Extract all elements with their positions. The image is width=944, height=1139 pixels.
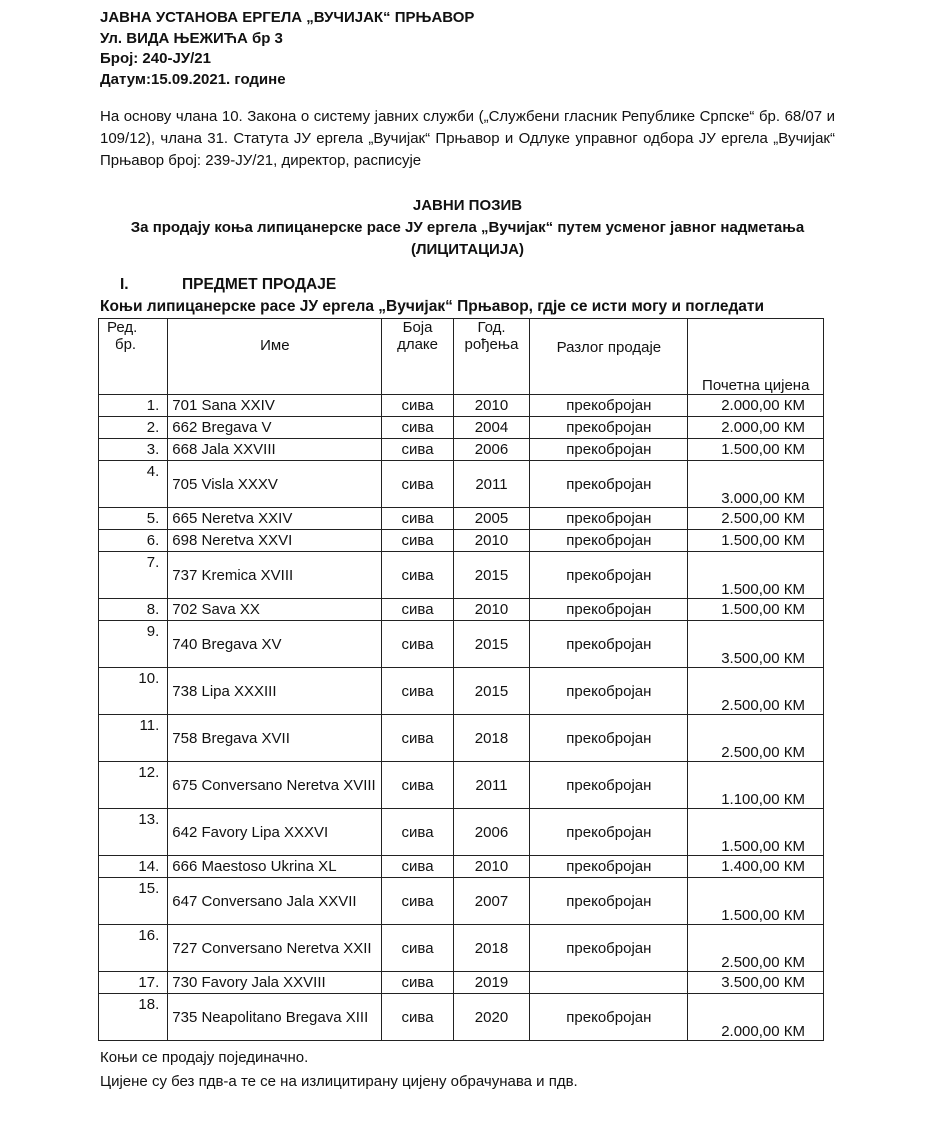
sale-reason: прекобројан bbox=[530, 439, 688, 461]
row-number: 3. bbox=[99, 439, 168, 461]
table-row bbox=[99, 439, 824, 461]
coat-color: сива bbox=[382, 530, 453, 552]
starting-price: 1.400,00 КМ bbox=[688, 856, 824, 878]
horse-name: 705 Visla XXXV bbox=[168, 461, 382, 508]
row-number: 13. bbox=[99, 809, 168, 856]
row-number: 2. bbox=[99, 417, 168, 439]
starting-price: 2.000,00 КМ bbox=[688, 994, 824, 1041]
document-date: Датум:15.09.2021. године bbox=[100, 70, 286, 88]
birth-year: 2010 bbox=[453, 856, 530, 878]
coat-color: сива bbox=[382, 715, 453, 762]
header-number-line2: бр. bbox=[115, 336, 137, 353]
header-name: Име bbox=[168, 319, 382, 395]
row-number: 9. bbox=[99, 621, 168, 668]
horse-name: 665 Neretva XXIV bbox=[168, 508, 382, 530]
birth-year: 2011 bbox=[453, 461, 530, 508]
horses-table bbox=[98, 318, 824, 1041]
sale-reason: прекобројан bbox=[530, 762, 688, 809]
table-header-row bbox=[99, 319, 824, 395]
horse-name: 758 Bregava XVII bbox=[168, 715, 382, 762]
starting-price: 2.500,00 КМ bbox=[688, 668, 824, 715]
header-year-line2: рођења bbox=[464, 336, 519, 353]
sale-reason: прекобројан bbox=[530, 395, 688, 417]
birth-year: 2010 bbox=[453, 395, 530, 417]
horse-name: 666 Maestoso Ukrina XL bbox=[168, 856, 382, 878]
coat-color: сива bbox=[382, 395, 453, 417]
table-row bbox=[99, 508, 824, 530]
coat-color: сива bbox=[382, 994, 453, 1041]
horse-name: 647 Conversano Jala XXVII bbox=[168, 878, 382, 925]
sale-reason: прекобројан bbox=[530, 599, 688, 621]
sale-reason: прекобројан bbox=[530, 621, 688, 668]
header-color bbox=[382, 319, 453, 395]
birth-year: 2015 bbox=[453, 621, 530, 668]
intro-paragraph: На основу члана 10. Закона о систему јавних служби („Службени гласник Републике Српске“ бр. 68/07 и 109/12), члана 31. Статута ЈУ ергела „Вучијак“ Прњавор и Одлуке управног одбора ЈУ ергела „Вучијак“ Прњавор број: 239-ЈУ/21, директор, расписује bbox=[100, 108, 835, 169]
sale-reason: прекобројан bbox=[530, 530, 688, 552]
document-subtitle-auction: (ЛИЦИТАЦИЈА) bbox=[411, 241, 524, 258]
horse-name: 642 Favory Lipa XXXVI bbox=[168, 809, 382, 856]
starting-price: 1.500,00 КМ bbox=[688, 878, 824, 925]
starting-price: 3.500,00 КМ bbox=[688, 621, 824, 668]
header-color-line1: Боја bbox=[402, 319, 433, 336]
sale-reason bbox=[530, 972, 688, 994]
birth-year: 2006 bbox=[453, 809, 530, 856]
starting-price: 2.000,00 КМ bbox=[688, 395, 824, 417]
starting-price: 1.100,00 КМ bbox=[688, 762, 824, 809]
horse-name: 735 Neapolitano Bregava XIII bbox=[168, 994, 382, 1041]
table-row bbox=[99, 762, 824, 809]
row-number: 12. bbox=[99, 762, 168, 809]
starting-price: 3.500,00 КМ bbox=[688, 972, 824, 994]
horse-name: 730 Favory Jala XXVIII bbox=[168, 972, 382, 994]
horse-name: 662 Bregava V bbox=[168, 417, 382, 439]
row-number: 11. bbox=[99, 715, 168, 762]
row-number: 16. bbox=[99, 925, 168, 972]
starting-price: 1.500,00 КМ bbox=[688, 530, 824, 552]
birth-year: 2007 bbox=[453, 878, 530, 925]
birth-year: 2019 bbox=[453, 972, 530, 994]
coat-color: сива bbox=[382, 599, 453, 621]
organization-address: Ул. ВИДА ЊЕЖИЋА бр 3 bbox=[100, 29, 283, 47]
coat-color: сива bbox=[382, 668, 453, 715]
sale-reason: прекобројан bbox=[530, 508, 688, 530]
document-title: ЈАВНИ ПОЗИВ bbox=[412, 197, 523, 214]
birth-year: 2004 bbox=[453, 417, 530, 439]
row-number: 18. bbox=[99, 994, 168, 1041]
birth-year: 2020 bbox=[453, 994, 530, 1041]
birth-year: 2010 bbox=[453, 599, 530, 621]
coat-color: сива bbox=[382, 552, 453, 599]
coat-color: сива bbox=[382, 621, 453, 668]
birth-year: 2015 bbox=[453, 552, 530, 599]
starting-price: 1.500,00 КМ bbox=[688, 439, 824, 461]
horse-name: 675 Conversano Neretva XVIII bbox=[168, 762, 382, 809]
header-year-line1: Год. bbox=[477, 319, 506, 336]
birth-year: 2005 bbox=[453, 508, 530, 530]
coat-color: сива bbox=[382, 461, 453, 508]
table-row bbox=[99, 994, 824, 1041]
starting-price: 1.500,00 КМ bbox=[688, 599, 824, 621]
starting-price: 2.500,00 КМ bbox=[688, 925, 824, 972]
sale-reason: прекобројан bbox=[530, 925, 688, 972]
horse-name: 737 Kremica XVIII bbox=[168, 552, 382, 599]
table-row bbox=[99, 417, 824, 439]
section-subtitle: Коњи липицанерске расе ЈУ ергела „Вучијак“ Прњавор, гдје се исти могу и погледати bbox=[100, 298, 765, 315]
section-number: I. bbox=[120, 276, 129, 293]
header-price: Почетна цијена bbox=[688, 319, 824, 395]
coat-color: сива bbox=[382, 762, 453, 809]
row-number: 5. bbox=[99, 508, 168, 530]
table-row bbox=[99, 715, 824, 762]
coat-color: сива bbox=[382, 856, 453, 878]
sale-reason: прекобројан bbox=[530, 552, 688, 599]
header-year bbox=[453, 319, 530, 395]
document-subtitle: За продају коња липицанерске расе ЈУ ергела „Вучијак“ путем усменог јавног надметања bbox=[130, 219, 805, 236]
horse-name: 740 Bregava XV bbox=[168, 621, 382, 668]
birth-year: 2018 bbox=[453, 925, 530, 972]
birth-year: 2015 bbox=[453, 668, 530, 715]
table-row bbox=[99, 395, 824, 417]
header-number bbox=[99, 319, 168, 395]
birth-year: 2011 bbox=[453, 762, 530, 809]
starting-price: 1.500,00 КМ bbox=[688, 809, 824, 856]
table-row bbox=[99, 599, 824, 621]
sale-reason: прекобројан bbox=[530, 994, 688, 1041]
starting-price: 1.500,00 КМ bbox=[688, 552, 824, 599]
sale-reason: прекобројан bbox=[530, 809, 688, 856]
sale-reason: прекобројан bbox=[530, 461, 688, 508]
starting-price: 2.500,00 КМ bbox=[688, 508, 824, 530]
header-number-line1: Ред. bbox=[107, 319, 138, 336]
section-heading bbox=[120, 276, 336, 294]
row-number: 14. bbox=[99, 856, 168, 878]
coat-color: сива bbox=[382, 809, 453, 856]
horse-name: 727 Conversano Neretva XXII bbox=[168, 925, 382, 972]
row-number: 10. bbox=[99, 668, 168, 715]
starting-price: 2.000,00 КМ bbox=[688, 417, 824, 439]
row-number: 7. bbox=[99, 552, 168, 599]
table-row bbox=[99, 878, 824, 925]
table-row bbox=[99, 972, 824, 994]
horse-name: 701 Sana XXIV bbox=[168, 395, 382, 417]
coat-color: сива bbox=[382, 508, 453, 530]
organization-name: ЈАВНА УСТАНОВА ЕРГЕЛА „ВУЧИЈАК“ ПРЊАВОР bbox=[100, 9, 475, 26]
row-number: 17. bbox=[99, 972, 168, 994]
table-row bbox=[99, 809, 824, 856]
table-row bbox=[99, 668, 824, 715]
horse-name: 668 Jala XXVIII bbox=[168, 439, 382, 461]
header-color-line2: длаке bbox=[397, 336, 438, 353]
sale-reason: прекобројан bbox=[530, 417, 688, 439]
horse-name: 698 Neretva XXVI bbox=[168, 530, 382, 552]
horse-name: 702 Sava XX bbox=[168, 599, 382, 621]
table-row bbox=[99, 925, 824, 972]
row-number: 4. bbox=[99, 461, 168, 508]
sale-reason: прекобројан bbox=[530, 856, 688, 878]
header-reason: Разлог продаје bbox=[530, 319, 688, 395]
table-row bbox=[99, 530, 824, 552]
coat-color: сива bbox=[382, 417, 453, 439]
section-title: ПРЕДМЕТ ПРОДАЈЕ bbox=[182, 276, 337, 293]
birth-year: 2006 bbox=[453, 439, 530, 461]
sale-reason: прекобројан bbox=[530, 668, 688, 715]
horse-name: 738 Lipa XXXIII bbox=[168, 668, 382, 715]
row-number: 15. bbox=[99, 878, 168, 925]
sale-reason: прекобројан bbox=[530, 878, 688, 925]
birth-year: 2010 bbox=[453, 530, 530, 552]
birth-year: 2018 bbox=[453, 715, 530, 762]
table-row bbox=[99, 461, 824, 508]
footer-line-2: Цијене су без пдв-а те се на излицитирану цијену обрачунава и пдв. bbox=[100, 1073, 578, 1090]
row-number: 1. bbox=[99, 395, 168, 417]
coat-color: сива bbox=[382, 972, 453, 994]
coat-color: сива bbox=[382, 878, 453, 925]
coat-color: сива bbox=[382, 439, 453, 461]
footer-notes bbox=[100, 1046, 578, 1094]
table-row bbox=[99, 621, 824, 668]
row-number: 8. bbox=[99, 599, 168, 621]
starting-price: 2.500,00 КМ bbox=[688, 715, 824, 762]
starting-price: 3.000,00 КМ bbox=[688, 461, 824, 508]
table-body bbox=[99, 395, 824, 1041]
coat-color: сива bbox=[382, 925, 453, 972]
row-number: 6. bbox=[99, 530, 168, 552]
document-number: Број: 240-ЈУ/21 bbox=[100, 50, 211, 67]
sale-reason: прекобројан bbox=[530, 715, 688, 762]
footer-line-1: Коњи се продају појединачно. bbox=[100, 1049, 309, 1066]
table-row bbox=[99, 552, 824, 599]
document-header bbox=[100, 8, 474, 90]
table-row bbox=[99, 856, 824, 878]
